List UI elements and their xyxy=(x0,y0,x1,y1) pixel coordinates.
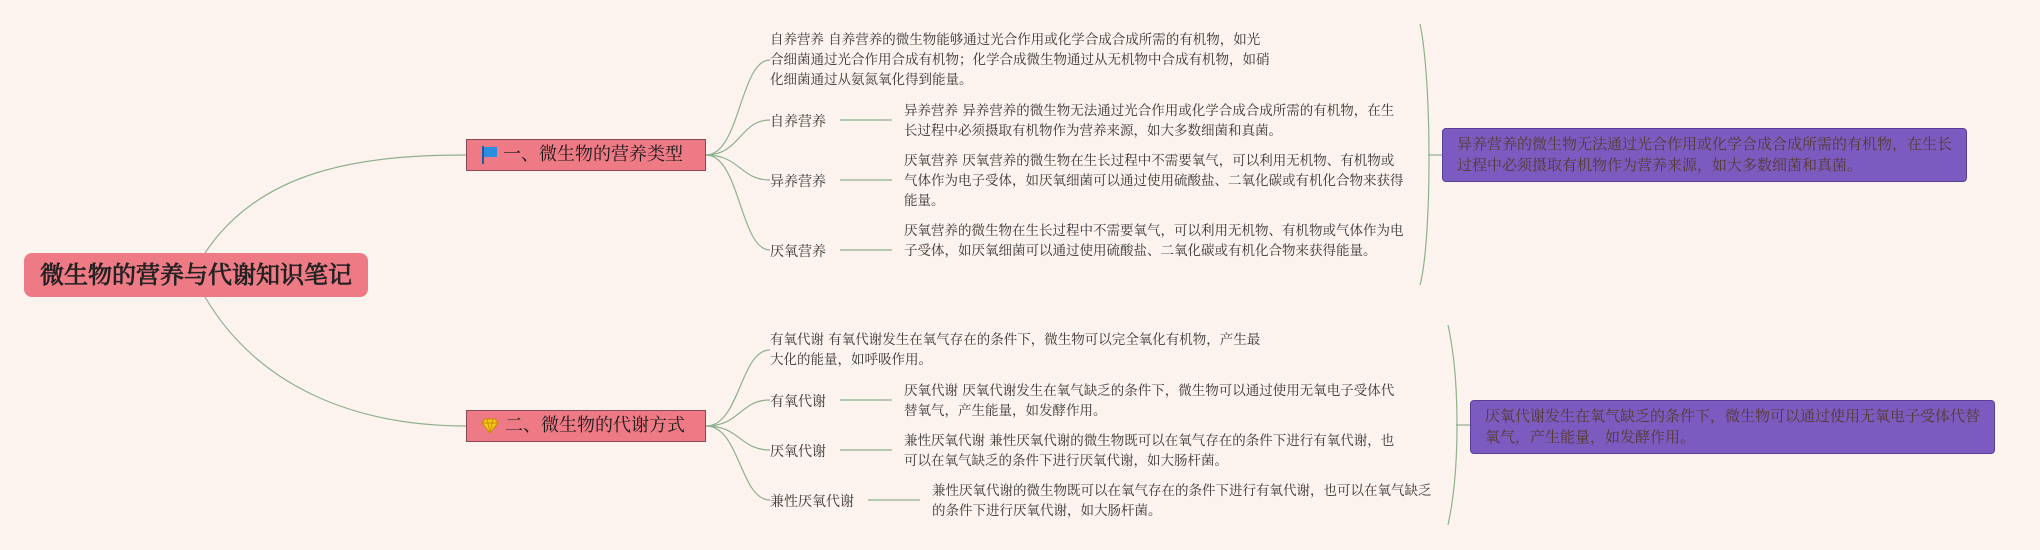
flag-icon xyxy=(481,146,497,164)
summary-box[interactable]: 厌氧代谢发生在氧气缺乏的条件下，微生物可以通过使用无氧电子受体代替氧气，产生能量，如发酵作用。 xyxy=(1470,400,1995,454)
child-label[interactable]: 异养营养 xyxy=(770,174,826,190)
branch-nutrition-types[interactable] xyxy=(466,139,706,171)
child-description: 异养营养 异养营养的微生物无法通过光合作用或化学合成合成所需的有机物，在生长过程中必须摄取有机物作为营养来源，如大多数细菌和真菌。 xyxy=(904,103,1395,139)
branch-label: 一、微生物的营养类型 xyxy=(503,144,683,165)
root-node[interactable] xyxy=(24,253,368,297)
intro-text: 自养营养 自养营养的微生物能够通过光合作用或化学合成合成所需的有机物，如光合细菌通过光合作用合成有机物；化学合成微生物通过从无机物中合成有机物，如硝化细菌通过从氨氮氧化得到能量。 xyxy=(770,32,1270,88)
child-description: 厌氧营养的微生物在生长过程中不需要氧气，可以利用无机物、有机物或气体作为电子受体，如厌氧细菌可以通过使用硫酸盐、二氧化碳或有机化合物来获得能量。 xyxy=(904,223,1404,259)
child-description: 兼性厌氧代谢的微生物既可以在氧气存在的条件下进行有氧代谢，也可以在氧气缺乏的条件下进行厌氧代谢，如大肠杆菌。 xyxy=(932,483,1432,519)
child-label[interactable]: 自养营养 xyxy=(770,114,826,130)
child-description: 厌氧代谢 厌氧代谢发生在氧气缺乏的条件下，微生物可以通过使用无氧电子受体代替氧气，产生能量，如发酵作用。 xyxy=(904,383,1395,419)
gem-icon xyxy=(481,418,499,434)
child-description: 厌氧营养 厌氧营养的微生物在生长过程中不需要氧气，可以利用无机物、有机物或气体作为电子受体，如厌氧细菌可以通过使用硫酸盐、二氧化碳或有机化合物来获得能量。 xyxy=(904,153,1404,209)
child-label[interactable]: 厌氧营养 xyxy=(770,244,826,260)
child-label[interactable]: 厌氧代谢 xyxy=(770,444,826,460)
summary-box[interactable]: 异养营养的微生物无法通过光合作用或化学合成合成所需的有机物，在生长过程中必须摄取有机物作为营养来源，如大多数细菌和真菌。 xyxy=(1442,128,1967,182)
child-description: 兼性厌氧代谢 兼性厌氧代谢的微生物既可以在氧气存在的条件下进行有氧代谢，也可以在氧气缺乏的条件下进行厌氧代谢，如大肠杆菌。 xyxy=(904,433,1395,469)
child-label[interactable]: 兼性厌氧代谢 xyxy=(770,494,854,510)
child-label[interactable]: 有氧代谢 xyxy=(770,394,826,410)
branch-metabolism-types[interactable] xyxy=(466,410,706,442)
intro-text: 有氧代谢 有氧代谢发生在氧气存在的条件下，微生物可以完全氧化有机物，产生最大化的能量，如呼吸作用。 xyxy=(770,332,1261,368)
root-title: 微生物的营养与代谢知识笔记 xyxy=(40,261,352,289)
branch-label: 二、微生物的代谢方式 xyxy=(505,415,685,436)
